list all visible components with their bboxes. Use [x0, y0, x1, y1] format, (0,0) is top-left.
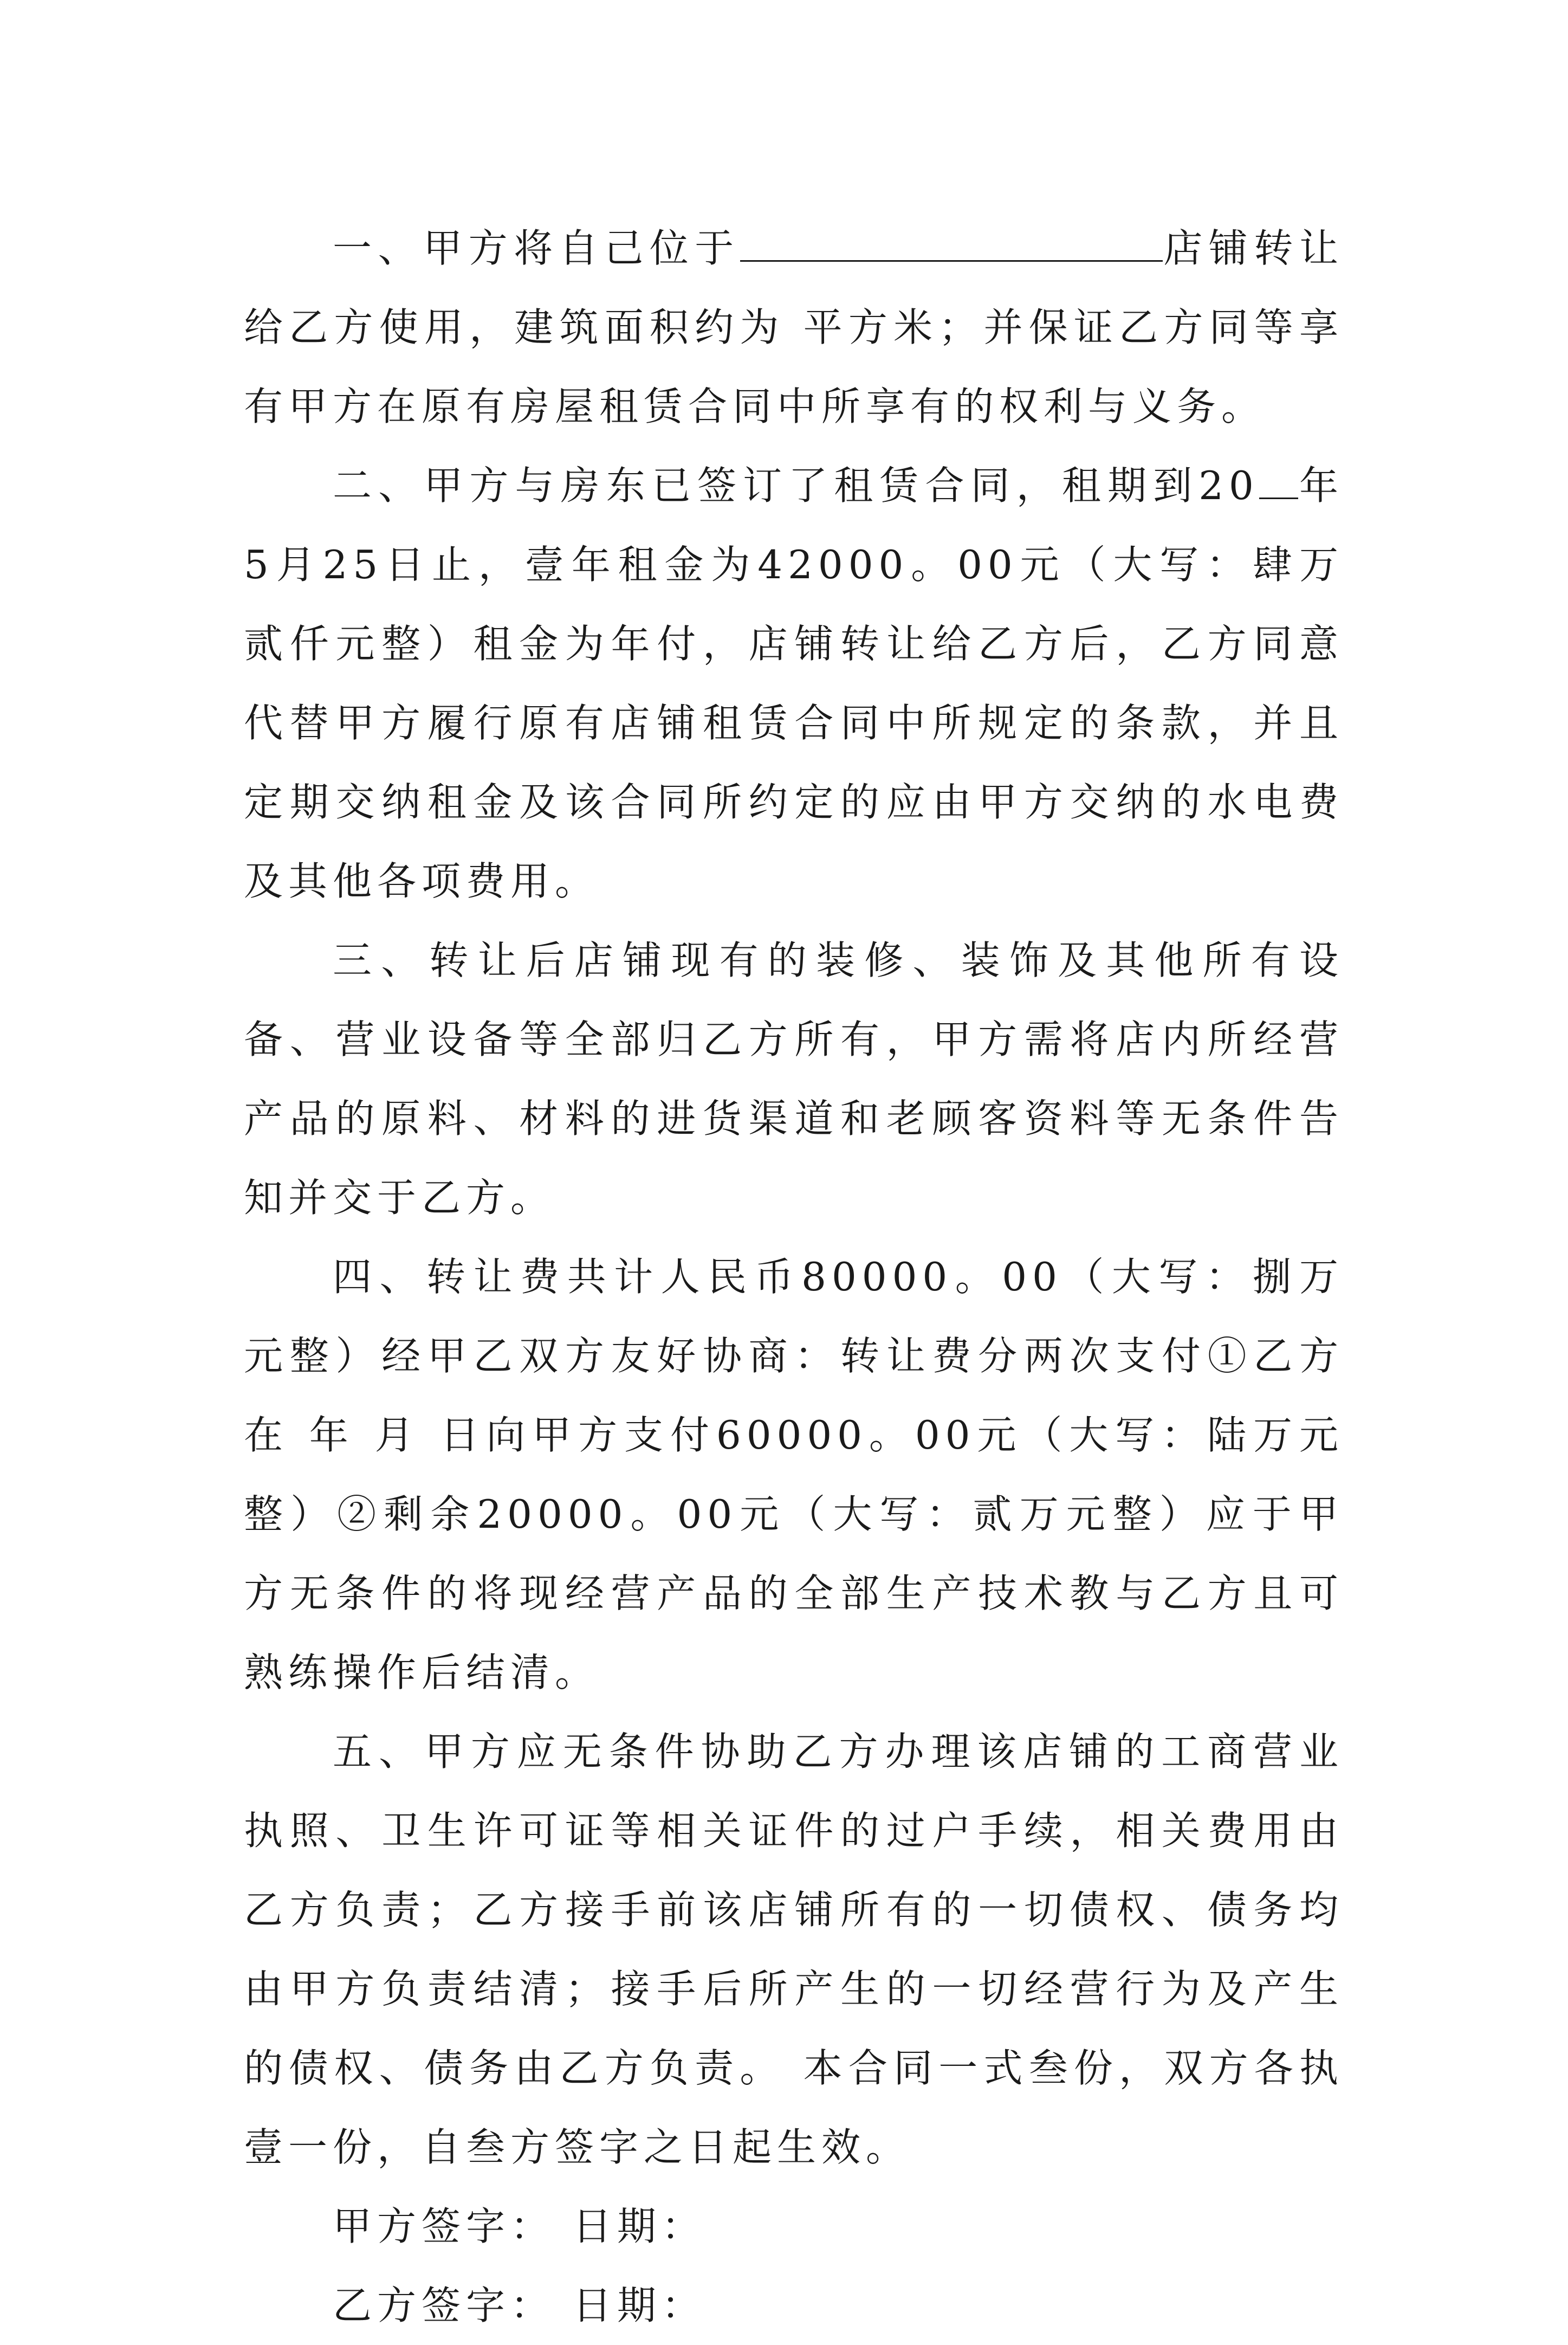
- contract-body: [244, 209, 1344, 2345]
- party-b-signature-line: 乙方签字： 日期：: [333, 2283, 706, 2328]
- clause-2: [244, 446, 1344, 921]
- clause-1-rest: 店铺转让给乙方使用，建筑面积约为 平方米；并保证乙方同等享有甲方在原有房屋租赁合同中所享有的权利与义务。: [244, 225, 1344, 429]
- clause-4: 四、转让费共计人民币80000。00（大写：捌万元整）经甲乙双方友好协商：转让费分两次支付①乙方在 年 月 日向甲方支付60000。00元（大写：陆万元整）②剩余20000。00元（大写：贰万元整）应于甲方无条件的将现经营产品的全部生产技术教与乙方且可熟练操作后结清。: [244, 1254, 1344, 1695]
- clause-1: [244, 209, 1344, 446]
- clause-1-start: 一、甲方将自己位于: [333, 225, 740, 271]
- clause-2-start: 二、甲方与房东已签订了租赁合同，租期到20: [333, 463, 1259, 508]
- clause-3: 三、转让后店铺现有的装修、装饰及其他所有设备、营业设备等全部归乙方所有，甲方需将店内所经营产品的原料、材料的进货渠道和老顾客资料等无条件告知并交于乙方。: [244, 938, 1344, 1220]
- year-blank: [1259, 462, 1298, 499]
- clause-2-rest: 年5月25日止，壹年租金为42000。00元（大写：肆万贰仟元整）租金为年付，店铺转让给乙方后，乙方同意代替甲方履行原有店铺租赁合同中所规定的条款，并且定期交纳租金及该合同所约定的应由甲方交纳的水电费及其他各项费用。: [244, 463, 1344, 904]
- location-blank: [740, 224, 1163, 262]
- party-a-signature-line: 甲方签字： 日期：: [333, 2204, 706, 2249]
- clause-5: 五、甲方应无条件协助乙方办理该店铺的工商营业执照、卫生许可证等相关证件的过户手续，相关费用由乙方负责；乙方接手前该店铺所有的一切债权、债务均由甲方负责结清；接手后所产生的一切经营行为及产生的债权、债务由乙方负责。 本合同一式叁份，双方各执壹一份，自叁方签字之日起生效。: [244, 1729, 1344, 2170]
